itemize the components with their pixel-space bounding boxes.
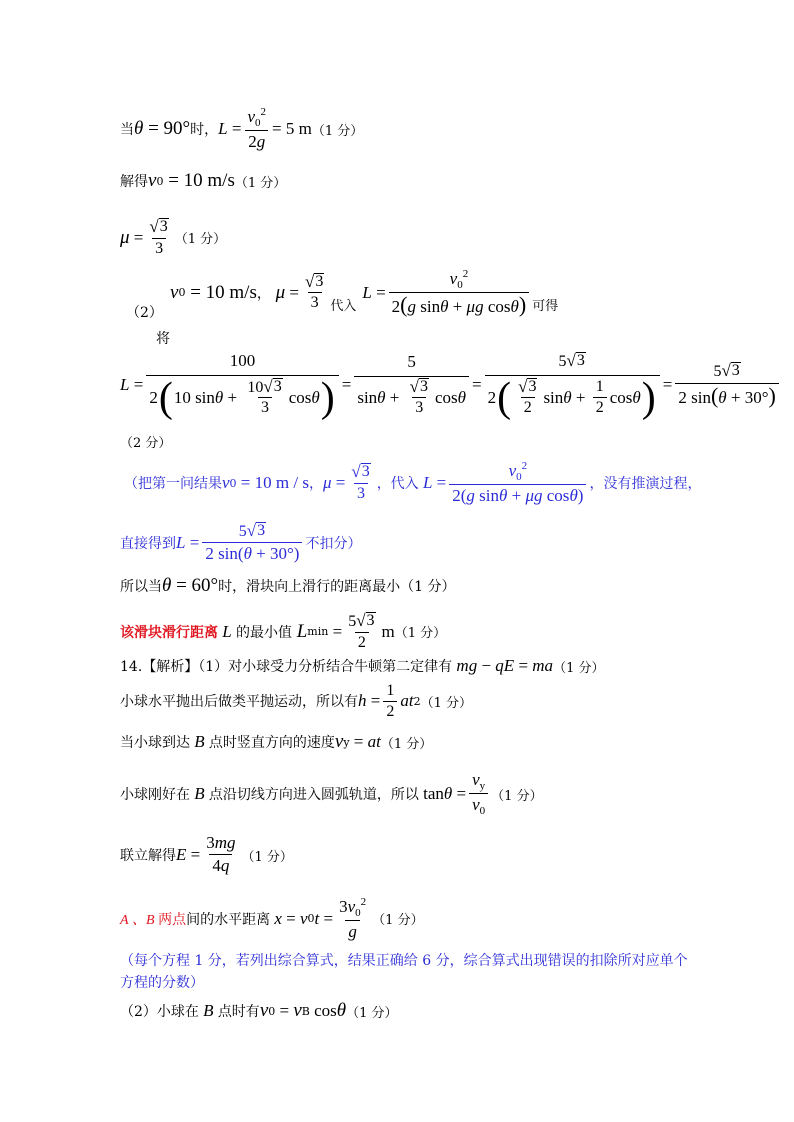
- score: （1 分）: [420, 695, 472, 711]
- line-substitute: v 0 = 10 m/s ， μ = √ 3 3 代入 L = $\frac{v_0^2}{\text{2(g sinθ + μg cosθ)}}$ 可得: [170, 268, 559, 318]
- text: 当: [120, 122, 134, 139]
- q14-line-1: 14.【解析】（1）对小球受力分析结合牛顿第二定律有 mg − qE = ma （1 分）: [120, 656, 605, 676]
- fraction: $\frac{v_0^2}{\text{2(g sinθ + μg cosθ)}}$: [389, 268, 530, 317]
- score: （2 分）: [120, 436, 172, 451]
- label: （2）: [126, 305, 163, 321]
- q14-part2-line: （2）小球在 B 点时有 v 0 = v B cos θ （1 分）: [120, 1000, 398, 1021]
- text: 解得: [120, 174, 148, 190]
- text: 不扣分）: [305, 535, 362, 552]
- text: 方程的分数）: [120, 975, 204, 991]
- text: 14.【解析】（1）对小球受力分析结合牛顿第二定律有: [120, 659, 453, 675]
- q14-line-6: A 、B 两点 间的水平距离 x = v 0 t = $\frac{3v_0^2}{g}$ （1 分）: [120, 896, 424, 942]
- score: （1 分）: [380, 736, 433, 752]
- text: 将: [156, 331, 170, 347]
- score: （1 分）: [394, 626, 447, 642]
- line-theta-60: 所以当 θ = 60° 时，滑块向上滑行的距离最小（1 分）: [120, 575, 456, 596]
- line-mu: μ = √ 3 3 （1 分）: [120, 217, 227, 257]
- score: （1 分）: [311, 123, 364, 139]
- formula: = 90°: [143, 118, 191, 140]
- score: （1 分）: [241, 849, 293, 865]
- highlight-text: 两点: [158, 911, 187, 928]
- q14-line-4: 小球刚好在 B 点沿切线方向进入圆弧轨道，所以 tan θ = $\frac{v_y}{v_0}$ （1 分）: [120, 770, 543, 818]
- score: （1 分）: [234, 175, 287, 191]
- line-theta-90: 当 θ = 90° 时， L = $\frac{v_0^2}{2g}$ = 5 m （1 分）: [120, 106, 364, 152]
- text: 点时有: [217, 1004, 260, 1020]
- line-Lmin: 该滑块滑行距离 L 的最小值 L min = 5 √ 3 2 m （1 分）: [120, 611, 447, 651]
- fraction: 5 √ 3 2 sin(θ + 30°): [675, 362, 779, 408]
- text: 的最小值: [235, 624, 292, 641]
- text: 小球水平抛出后做类平抛运动，所以有: [120, 694, 358, 711]
- text: 可得: [532, 299, 559, 315]
- unit: m: [381, 621, 395, 641]
- text: ，: [256, 285, 271, 302]
- note-line-1: （把第一问结果 v 0 = 10 m / s ， μ = √ 3 3 ，代入 L = $\frac{v_0^2}{\text{2(g sinθ + μg cosθ)}}$ ，没有推演过程，: [124, 460, 702, 506]
- text: 时，滑块向上滑行的距离最小（1 分）: [218, 579, 456, 595]
- q14-line-5: 联立解得 E = $\frac{3mg}{4q}$ （1 分）: [120, 833, 293, 875]
- q14-line-2: 小球水平抛出后做类平抛运动，所以有 h = $\frac{1}{2}$ at 2 （1 分）: [120, 682, 472, 720]
- formula: θ: [134, 118, 144, 140]
- text: ，没有推演过程，: [589, 476, 702, 493]
- text: 联立解得: [120, 848, 176, 865]
- score: （1 分）: [174, 232, 227, 248]
- line-L-derivation: L = 100 2 ( 10 sin θ + 10 √ 3 3 cos θ ) = 5 sin θ + √ 3 3 cos θ = 5 √ 3 2 ( √ 3 2 sin θ + $\frac{1}{2}$ cos θ ) = 5 √ 3 2 sin(θ + 30°): [120, 352, 782, 419]
- text: ，代入: [376, 476, 419, 493]
- text: ，: [308, 476, 323, 493]
- note-line-4: [120, 972, 204, 992]
- fraction: 100 2 ( 10 sin θ + 10 √ 3 3 cos θ ): [146, 352, 338, 419]
- note-line-2: 直接得到 L = 5 √ 3 2 sin(θ + 30°) 不扣分）: [120, 521, 362, 563]
- text: （2）小球在: [120, 1004, 199, 1020]
- text: 所以当: [120, 579, 162, 595]
- fraction: $\frac{v_0^2}{2g}$: [244, 106, 269, 152]
- text: 当小球到达: [120, 735, 190, 751]
- score-line: [120, 432, 171, 451]
- highlight-text: 该滑块滑行距离: [120, 624, 218, 641]
- score: （1 分）: [553, 660, 605, 676]
- q14-line-3: 当小球到达 B 点时竖直方向的速度 v y = at （1 分）: [120, 731, 433, 752]
- score: （1 分）: [491, 788, 543, 804]
- text: 直接得到: [120, 535, 176, 552]
- text: （把第一问结果: [124, 476, 222, 493]
- fraction: 5 √ 3 2 ( √ 3 2 sin θ + $\frac{1}{2}$ cos θ ): [485, 352, 660, 419]
- jiang: [156, 328, 170, 348]
- fraction: 5 sin θ + √ 3 3 cos θ: [354, 353, 469, 418]
- fraction: √ 3 3: [149, 217, 168, 257]
- text: 点沿切线方向进入圆弧轨道，所以: [208, 787, 419, 804]
- text: 点时竖直方向的速度: [208, 735, 335, 751]
- part-2-label: [126, 302, 163, 322]
- text: 时，: [190, 122, 219, 139]
- formula: L: [218, 119, 228, 139]
- score: （1 分）: [346, 1005, 398, 1021]
- note-line-3: [120, 950, 688, 970]
- score: （1 分）: [372, 913, 424, 929]
- text: 代入: [330, 299, 357, 315]
- line-v0: 解得 v 0 = 10 m/s （1 分）: [120, 170, 287, 191]
- text: （每个方程 1 分，若列出综合算式，结果正确给 6 分，综合算式出现错误的扣除所对应单个: [120, 953, 688, 969]
- text: 间的水平距离: [186, 911, 271, 928]
- text: 小球刚好在: [120, 787, 190, 804]
